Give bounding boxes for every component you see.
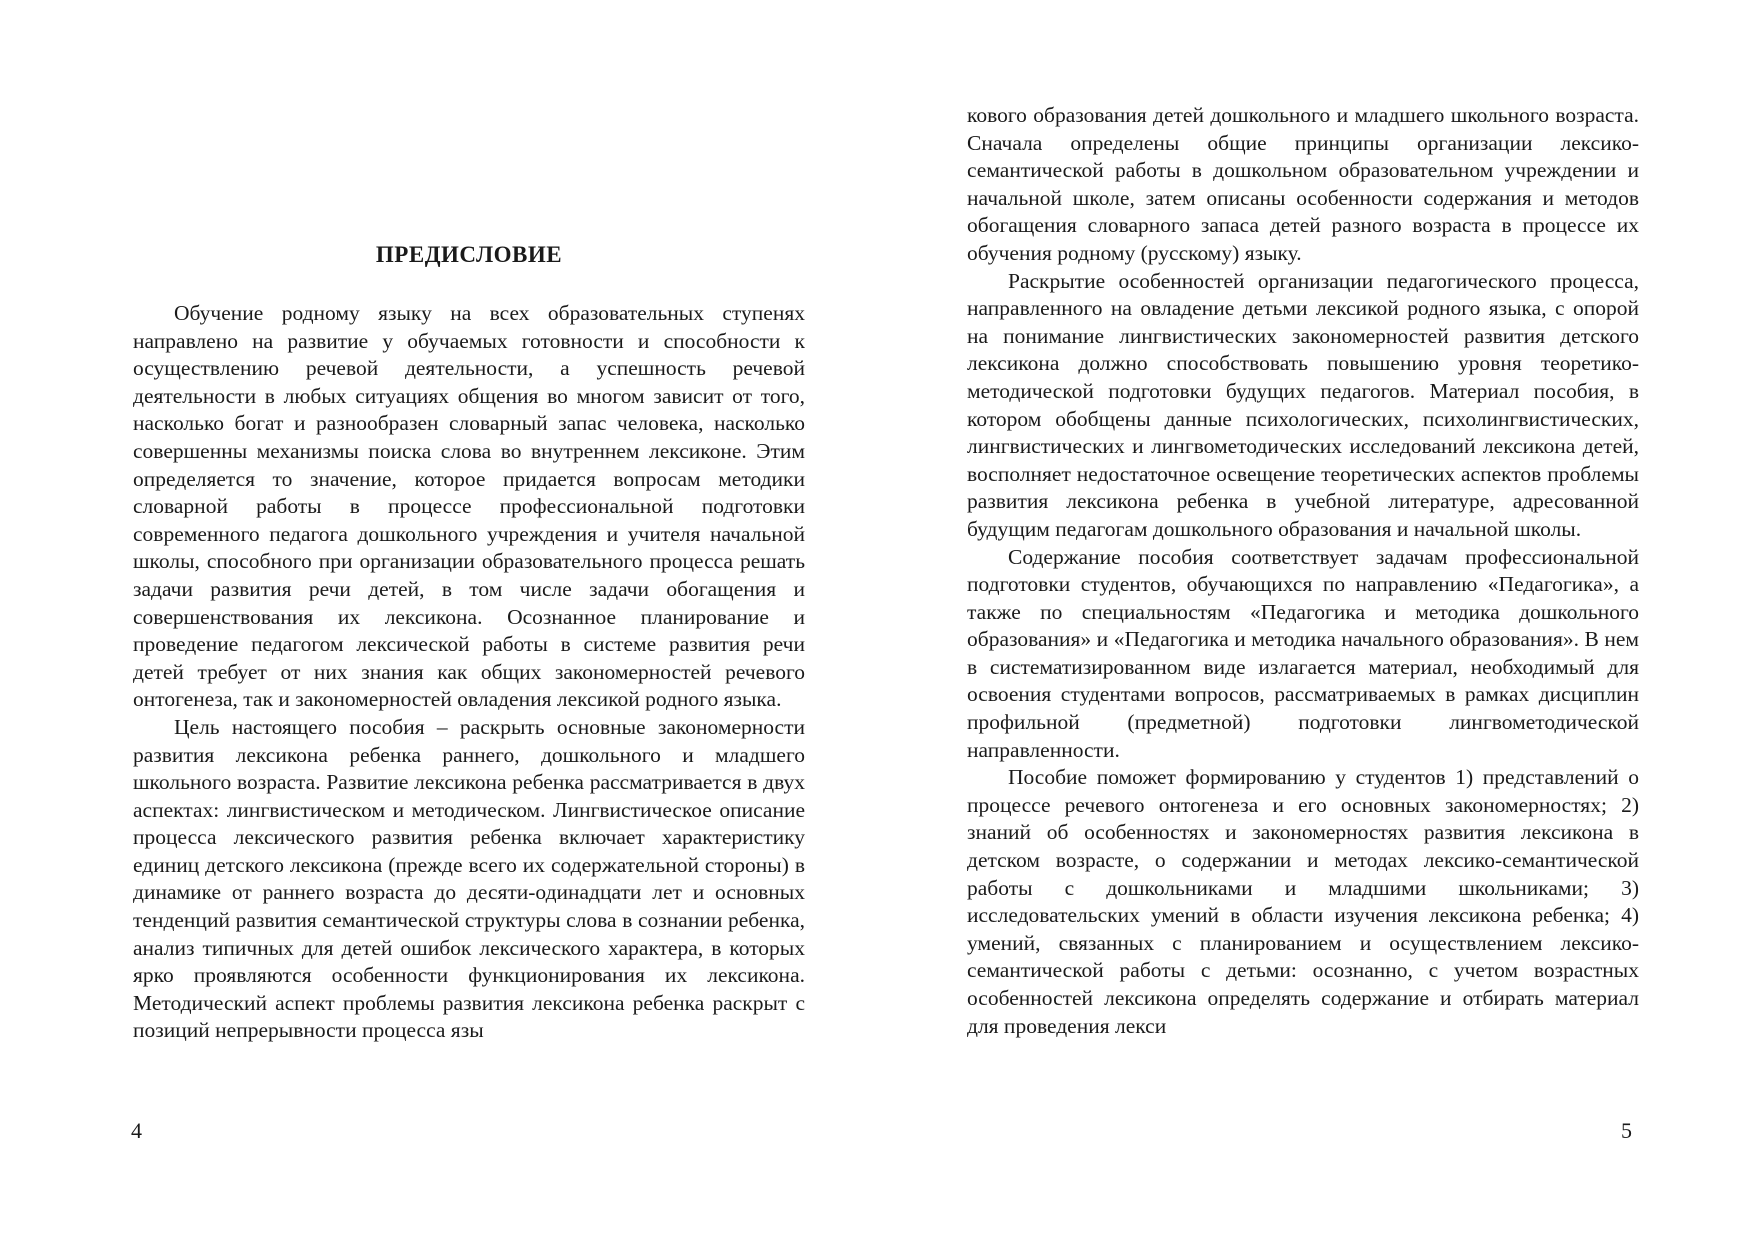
page-number: 4: [131, 1118, 142, 1143]
page-number: 5: [1621, 1118, 1632, 1143]
page-title: ПРЕДИСЛОВИЕ: [375, 242, 563, 267]
paragraph: Обучение родному языку на всех образовательных ступенях направлено на развитие у обучаемых готовности и способности к осуществлению речевой деятельности, а успешность речевой деятельности в любых ситуациях общения во многом зависит от того, насколько богат и разнообразен словарный запас человека, насколько совершенны механизмы поиска слова во внутреннем лексиконе. Этим определяется то значение, которое придается вопросам методики словарной работы в процессе профессиональной подготовки современного педагога дошкольного учреждения и учителя начальной школы, способного при организации образовательного процесса решать задачи развития речи детей, в том числе задачи обогащения и совершенствования их лексикона. Осознанное планирование и проведение педагогом лексической работы в системе развития речи детей требует от них знания как общих закономерностей речевого онтогенеза, так и закономерностей овладения лексикой родного языка.: [133, 301, 805, 712]
right-text-column: [967, 102, 1639, 1040]
paragraph: Цель настоящего пособия – раскрыть основные закономерности развития лексикона ребенка раннего, дошкольного и младшего школьного возраста. Развитие лексикона ребенка рассматривается в двух аспектах: лингвистическом и методическом. Лингвистическое описание процесса лексического развития ребенка включает характеристику единиц детского лексикона (прежде всего их содержательной стороны) в динамике от раннего возраста до десяти-одинадцати лет и основных тенденций развития семантической структуры слова в сознании ребенка, анализ типичных для детей ошибок лексического характера, в которых ярко проявляются особенности функционирования их лексикона. Методический аспект проблемы развития лексикона ребенка раскрыт с позиций непрерывности процесса язы: [133, 714, 805, 1043]
paragraph: Раскрытие особенностей организации педагогического процесса, направленного на овладение детьми лексикой родного языка, с опорой на понимание лингвистических закономерностей развития детского лексикона должно способствовать повышению уровня теоретико-методической подготовки будущих педагогов. Материал пособия, в котором обобщены данные психологических, психолингвистических, лингвистических и лингвометодических исследований лексикона детей, восполняет недостаточное освещение теоретических аспектов проблемы развития лексикона ребенка в учебной литературе, адресованной будущим педагогам дошкольного образования и начальной школы.: [967, 268, 1639, 541]
paragraph-continuation: кового образования детей дошкольного и младшего школьного возраста. Сначала определены общие принципы организации лексико-семантической работы в дошкольном образовательном учреждении и начальной школе, затем описаны особенности содержания и методов обогащения словарного запаса детей разного возраста в процессе их обучения родному (русскому) языку.: [967, 103, 1639, 265]
paragraph: Содержание пособия соответствует задачам профессиональной подготовки студентов, обучающихся по направлению «Педагогика», а также по специальностям «Педагогика и методика дошкольного образования» и «Педагогика и методика начального образования». В нем в систематизированном виде излагается материал, необходимый для освоения студентами вопросов, рассматриваемых в рамках дисциплин профильной (предметной) подготовки лингвометодической направленности.: [967, 544, 1639, 762]
left-page: [0, 0, 877, 1240]
paragraph: Пособие поможет формированию у студентов 1) представлений о процессе речевого онтогенеза и его основных закономерностях; 2) знаний об особенностях и закономерностях развития лексикона в детском возрасте, о содержании и методах лексико-семантической работы с дошкольниками и младшими школьниками; 3) исследовательских умений в области изучения лексикона ребенка; 4) умений, связанных с планированием и осуществлением лексико-семантической работы с детьми: осознанно, с учетом возрастных особенностей лексикона определять содержание и отбирать материал для проведения лекси: [967, 765, 1639, 1038]
left-text-column: [133, 232, 805, 1045]
right-page: [877, 0, 1755, 1240]
